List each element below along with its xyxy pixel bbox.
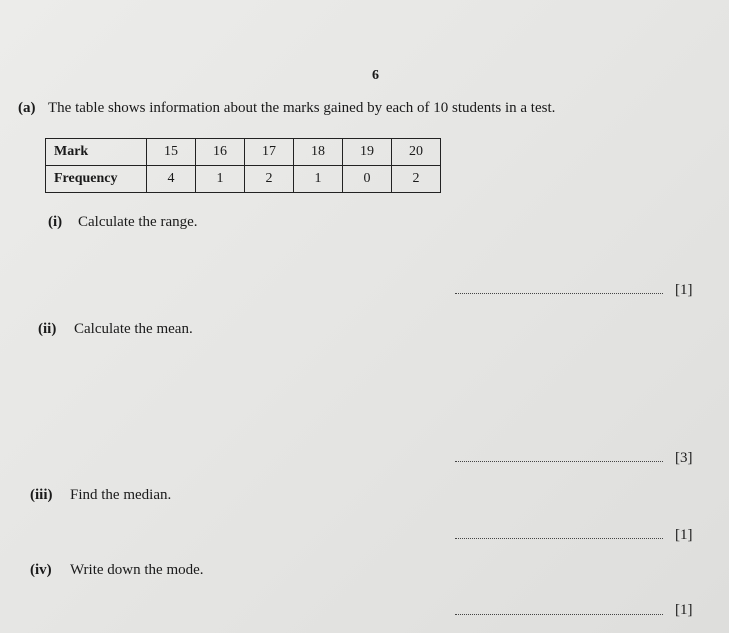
mark-cell: 16 — [196, 139, 245, 166]
marks-ii: [3] — [675, 450, 693, 466]
answer-line-iii[interactable] — [455, 538, 663, 539]
answer-line-i[interactable] — [455, 293, 663, 294]
table-row-frequency — [46, 166, 441, 193]
table-row-mark — [46, 139, 441, 166]
mark-cell: 18 — [294, 139, 343, 166]
marks-i: [1] — [675, 282, 693, 298]
part-a-text: The table shows information about the marks gained by each of 10 students in a test. — [48, 100, 556, 116]
mark-cell: 15 — [147, 139, 196, 166]
page-number: 6 — [372, 68, 379, 83]
marks-iii: [1] — [675, 527, 693, 543]
answer-line-ii[interactable] — [455, 461, 663, 462]
frequency-cell: 4 — [147, 166, 196, 193]
row-header-frequency: Frequency — [46, 166, 147, 193]
row-header-mark: Mark — [46, 139, 147, 166]
marks-iv: [1] — [675, 602, 693, 618]
mark-cell: 19 — [343, 139, 392, 166]
answer-line-iv[interactable] — [455, 614, 663, 615]
frequency-table — [45, 138, 441, 193]
question-i-text: Calculate the range. — [78, 214, 198, 230]
frequency-cell: 0 — [343, 166, 392, 193]
mark-cell: 20 — [392, 139, 441, 166]
frequency-cell: 1 — [294, 166, 343, 193]
question-i-label: (i) — [48, 214, 63, 230]
question-iii-label: (iii) — [30, 487, 53, 503]
question-iii-text: Find the median. — [70, 487, 172, 503]
mark-cell: 17 — [245, 139, 294, 166]
frequency-cell: 2 — [392, 166, 441, 193]
frequency-cell: 2 — [245, 166, 294, 193]
question-iv-text: Write down the mode. — [70, 562, 204, 578]
question-ii-text: Calculate the mean. — [74, 321, 193, 337]
question-ii-label: (ii) — [38, 321, 57, 337]
question-iv-label: (iv) — [30, 562, 52, 578]
part-a-label: (a) — [18, 100, 36, 116]
frequency-cell: 1 — [196, 166, 245, 193]
